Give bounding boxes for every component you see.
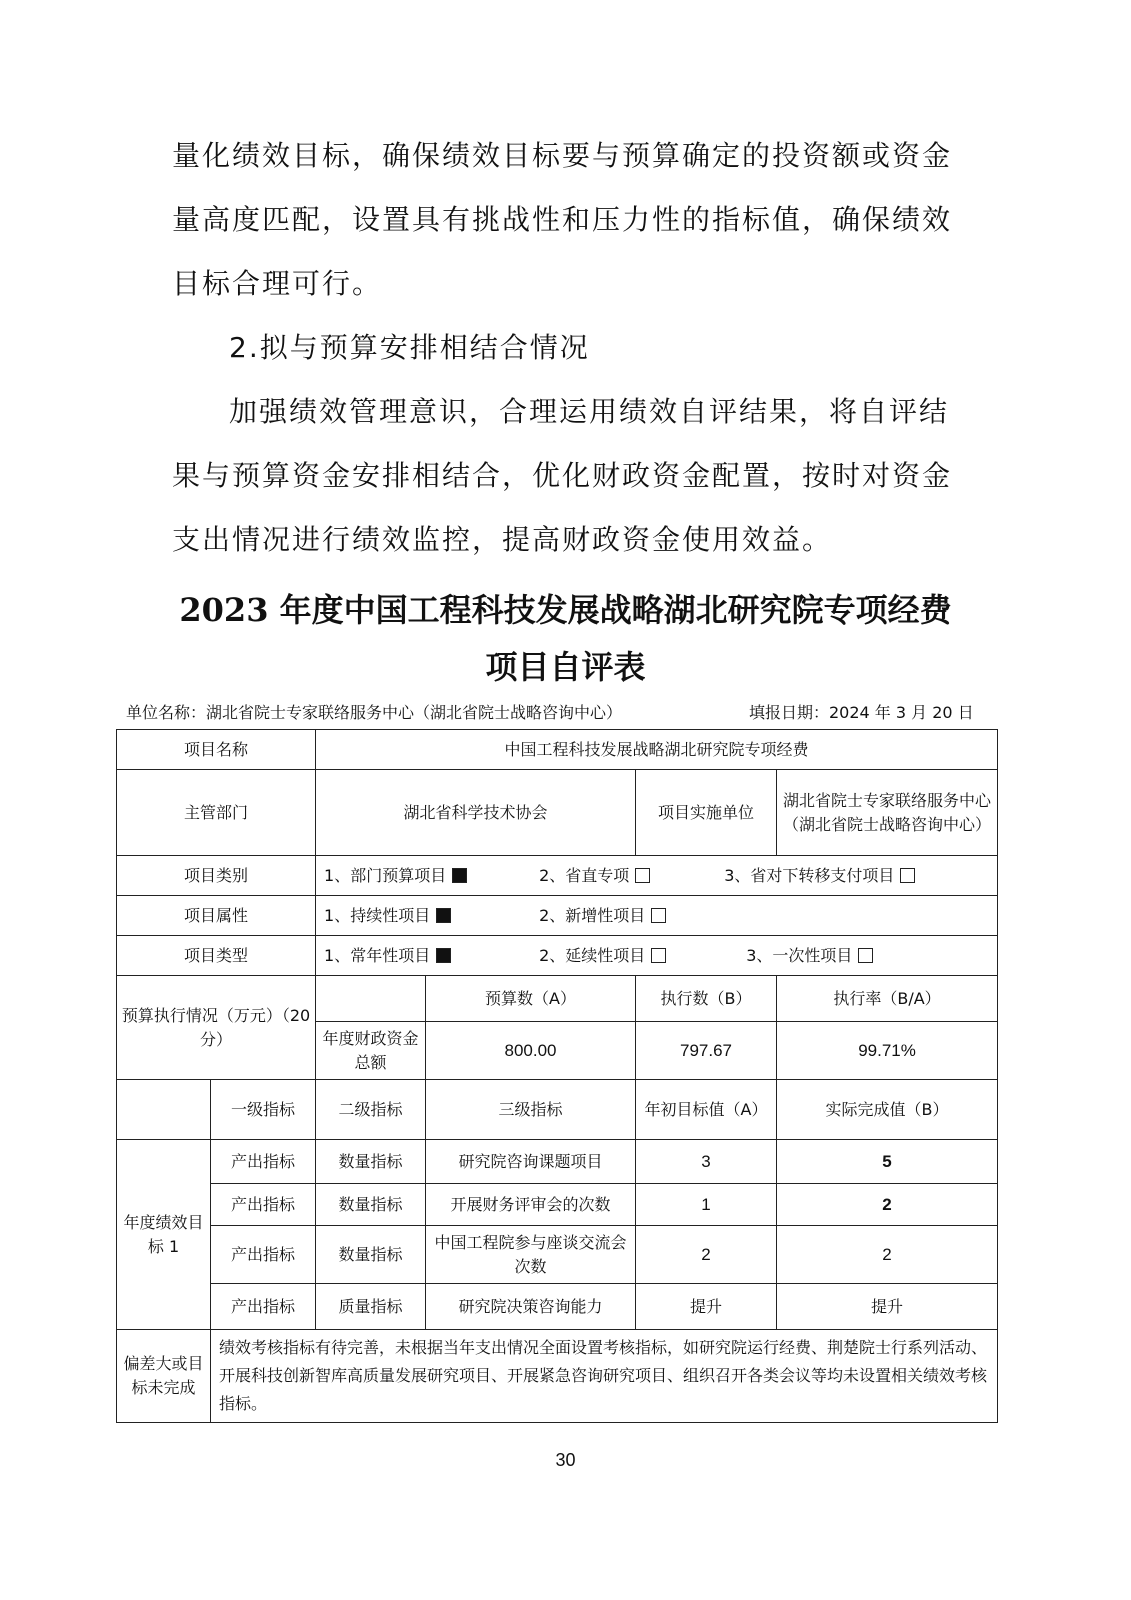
- paragraph-line: 目标合理可行。: [172, 267, 383, 300]
- option-text: 1、部门预算项目: [324, 865, 447, 885]
- table-row: [117, 770, 998, 856]
- table-row: [117, 856, 998, 896]
- indicator-actual: 5: [777, 1140, 998, 1184]
- page-number: 30: [555, 1450, 576, 1470]
- paragraph-1: [172, 124, 972, 316]
- indicator-lvl1: 产出指标: [211, 1226, 316, 1284]
- option-text: 2、新增性项目: [539, 905, 646, 925]
- paragraph-line: 量化绩效目标，确保绩效目标要与预算确定的投资额或资金: [172, 139, 953, 172]
- self-evaluation-table: [116, 729, 998, 1423]
- budget-col-rate: 执行率（B/A）: [777, 976, 998, 1022]
- header-lvl1: 一级指标: [211, 1080, 316, 1140]
- header-target: 年初目标值（A）: [636, 1080, 777, 1140]
- budget-row-label: 年度财政资金总额: [316, 1022, 426, 1080]
- table-title-line-1: 2023 年度中国工程科技发展战略湖北研究院专项经费: [179, 591, 952, 629]
- table-title-line-2: 项目自评表: [485, 648, 646, 686]
- indicator-target: 3: [636, 1140, 777, 1184]
- option-text: 1、持续性项目: [324, 905, 431, 925]
- goal-label: 年度绩效目标 1: [117, 1140, 211, 1330]
- paragraph-line: 支出情况进行绩效监控，提高财政资金使用效益。: [172, 523, 833, 556]
- table-row: [117, 976, 998, 1022]
- header-actual: 实际完成值（B）: [777, 1080, 998, 1140]
- budget-a-value: 800.00: [426, 1022, 636, 1080]
- unchecked-box-icon[interactable]: [900, 868, 915, 883]
- indicator-lvl3: 开展财务评审会的次数: [426, 1184, 636, 1226]
- budget-col-a: 预算数（A）: [426, 976, 636, 1022]
- unchecked-box-icon[interactable]: [651, 908, 666, 923]
- indicator-lvl1: 产出指标: [211, 1284, 316, 1330]
- budget-label: 预算执行情况（万元）（20 分）: [117, 976, 316, 1080]
- budget-col-b: 执行数（B）: [636, 976, 777, 1022]
- indicator-lvl3: 研究院咨询课题项目: [426, 1140, 636, 1184]
- indicator-target: 1: [636, 1184, 777, 1226]
- table-row: [117, 1226, 998, 1284]
- impl-label: 项目实施单位: [636, 770, 777, 856]
- budget-rate-value: 99.71%: [777, 1022, 998, 1080]
- table-row: [117, 936, 998, 976]
- header-lvl3: 三级指标: [426, 1080, 636, 1140]
- unchecked-box-icon[interactable]: [635, 868, 650, 883]
- indicator-lvl3: 研究院决策咨询能力: [426, 1284, 636, 1330]
- project-name-label: 项目名称: [117, 730, 316, 770]
- dept-value: 湖北省科学技术协会: [316, 770, 636, 856]
- indicator-lvl2: 数量指标: [316, 1226, 426, 1284]
- indicator-target: 提升: [636, 1284, 777, 1330]
- indicator-lvl2: 数量指标: [316, 1140, 426, 1184]
- indicator-lvl1: 产出指标: [211, 1140, 316, 1184]
- dept-label: 主管部门: [117, 770, 316, 856]
- option-text: 2、延续性项目: [539, 945, 646, 965]
- type-label: 项目类型: [117, 936, 316, 976]
- attribute-options: [316, 896, 998, 936]
- paragraph-line: 果与预算资金安排相结合，优化财政资金配置，按时对资金: [172, 459, 953, 492]
- header-lvl2: 二级指标: [316, 1080, 426, 1140]
- type-options: [316, 936, 998, 976]
- table-row: [117, 896, 998, 936]
- budget-b-value: 797.67: [636, 1022, 777, 1080]
- indicator-actual: 2: [777, 1226, 998, 1284]
- project-name-value: 中国工程科技发展战略湖北研究院专项经费: [316, 730, 998, 770]
- paragraph-line: 量高度匹配，设置具有挑战性和压力性的指标值，确保绩效: [172, 203, 953, 236]
- paragraph-line: 加强绩效管理意识，合理运用绩效自评结果，将自评结: [229, 395, 950, 428]
- category-options: [316, 856, 998, 896]
- table-row: [117, 1284, 998, 1330]
- paragraph-2: [172, 380, 972, 572]
- indicator-lvl3: 中国工程院参与座谈交流会次数: [426, 1226, 636, 1284]
- option-text: 2、省直专项: [539, 865, 630, 885]
- table-row: [117, 730, 998, 770]
- section-heading: [172, 316, 972, 380]
- category-label: 项目类别: [117, 856, 316, 896]
- unit-name: 单位名称：湖北省院士专家联络服务中心（湖北省院士战略咨询中心）: [126, 703, 623, 722]
- deviation-label: 偏差大或目标未完成: [117, 1330, 211, 1423]
- indicator-actual: 2: [777, 1184, 998, 1226]
- checked-box-icon[interactable]: [436, 948, 451, 963]
- indicator-lvl2: 数量指标: [316, 1184, 426, 1226]
- indicator-lvl2: 质量指标: [316, 1284, 426, 1330]
- option-text: 1、常年性项目: [324, 945, 431, 965]
- empty-cell: [117, 1080, 211, 1140]
- indicator-lvl1: 产出指标: [211, 1184, 316, 1226]
- checked-box-icon[interactable]: [436, 908, 451, 923]
- empty-cell: [316, 976, 426, 1022]
- section-heading-text: 2.拟与预算安排相结合情况: [229, 331, 590, 364]
- checked-box-icon[interactable]: [452, 868, 467, 883]
- option-text: 3、省对下转移支付项目: [724, 865, 895, 885]
- table-row: [117, 1080, 998, 1140]
- option-text: 3、一次性项目: [746, 945, 853, 965]
- deviation-text: 绩效考核指标有待完善，未根据当年支出情况全面设置考核指标，如研究院运行经费、荆楚院士行系列活动、开展科技创新智库高质量发展研究项目、开展紧急咨询研究项目、组织召开各类会议等均未设置相关绩效考核指标。: [211, 1330, 998, 1423]
- indicator-actual: 提升: [777, 1284, 998, 1330]
- unchecked-box-icon[interactable]: [651, 948, 666, 963]
- indicator-target: 2: [636, 1226, 777, 1284]
- table-row: [117, 1140, 998, 1184]
- fill-date: 填报日期：2024 年 3 月 20 日: [749, 703, 974, 722]
- table-row: [117, 1330, 998, 1423]
- attribute-label: 项目属性: [117, 896, 316, 936]
- impl-value: 湖北省院士专家联络服务中心（湖北省院士战略咨询中心）: [777, 770, 998, 856]
- unchecked-box-icon[interactable]: [858, 948, 873, 963]
- table-row: [117, 1184, 998, 1226]
